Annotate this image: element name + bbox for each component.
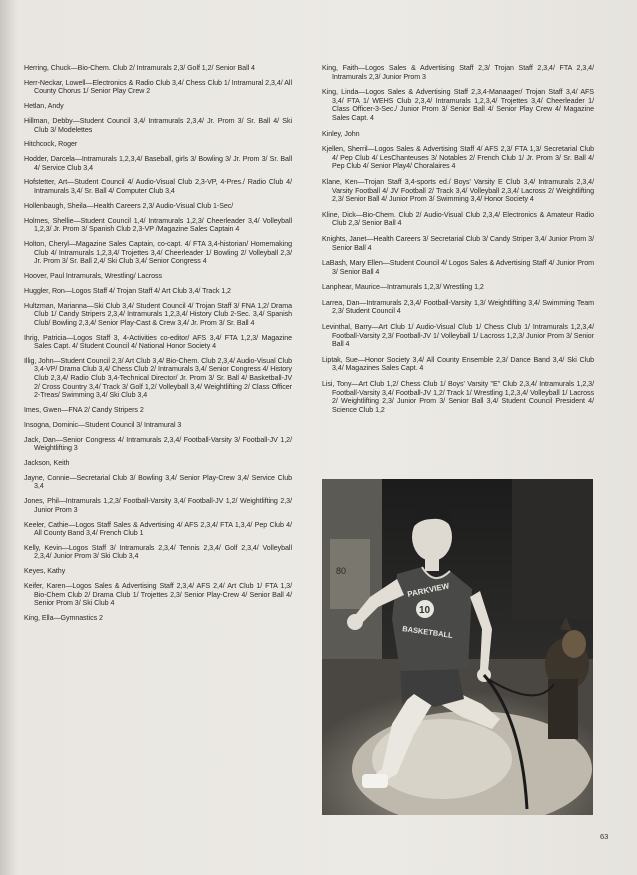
- basketball-player-photo: [322, 479, 593, 815]
- student-entry: Klane, Ken—Trojan Staff 3,4-sports ed./ Boys' Varsity E Club 3,4/ Intramurals 2,3,4/ Varsity Football 4/ JV Football 2/ Track 3,4/ Volleyball 2,3,4/ Lacross 2/ Weightlifting 2,3/ Senior Ball 4/ Junior Prom 3/ Swimming 3,4/ Honor Society 4: [322, 177, 594, 204]
- student-entry: Levinthal, Barry—Art Club 1/ Audio-Visual Club 1/ Chess Club 1/ Intramurals 1,2,3,4/ Football-Varsity 2,3/ Football-JV 1/ Volleyball 1/ Lacross 1,2,3/ Junior Prom 3/ Senior Ball 4: [322, 323, 594, 349]
- page-number: 63: [600, 832, 609, 841]
- student-entry: Herr-Neckar, Lowell—Electronics & Radio Club 3,4/ Chess Club 1/ Intramural 2,3,4/ All County Chorus 1/ Senior Play Crew 2: [24, 78, 292, 96]
- student-entry: Hofstetter, Art—Student Council 4/ Audio-Visual Club 2,3-VP, 4-Pres./ Radio Club 4/ Intramurals 3,4/ Sr. Ball 4/ Computer Club 3,4: [24, 178, 292, 196]
- photo-illustration: [322, 479, 593, 815]
- student-entry: Hodder, Darcela—Intramurals 1,2,3,4/ Baseball, girls 3/ Bowling 3/ Jr. Prom 3/ Sr. Ball 4/ Service Club 3,4: [24, 155, 292, 172]
- jersey-team-word: BASKETBALL: [401, 624, 454, 641]
- sneaker-shape: [362, 774, 388, 788]
- student-entry: King, Faith—Logos Sales & Advertising Staff 2,3/ Trojan Staff 2,3,4/ FTA 2,3,4/ Intramurals 2,3/ Junior Prom 3: [322, 64, 594, 81]
- student-entry: Jack, Dan—Senior Congress 4/ Intramurals 2,3,4/ Football-Varsity 3/ Football-JV 1,2/ Weightlifting 3: [24, 435, 292, 453]
- student-entry: Jones, Phil—Intramurals 1,2,3/ Football-Varsity 3,4/ Football-JV 1,2/ Weightlifting 2,3/ Junior Prom 3: [24, 497, 292, 514]
- student-entry: Keyes, Kathy: [24, 567, 66, 576]
- student-entry: Holmes, Shellie—Student Council 1,4/ Intramurals 1,2,3/ Cheerleader 3,4/ Volleyball 1,2,3/ Jr. Prom 3/ Spanish Club 2,3-VP /Magazine Sales Captain 4: [24, 216, 292, 234]
- student-entry: Kelly, Kevin—Logos Staff 3/ Intramurals 2,3,4/ Tennis 2,3,4/ Golf 2,3,4/ Volleyball 2,3,4/ Junior Prom 3/ Ski Club 3,4: [24, 543, 292, 561]
- student-entry: King, Ella—Gymnastics 2: [24, 614, 103, 622]
- student-entry: Hetlan, Andy: [24, 102, 64, 111]
- jersey-school-name: PARKVIEW: [406, 581, 451, 599]
- student-entry: Jayne, Connie—Secretarial Club 3/ Bowling 3,4/ Senior Play-Crew 3,4/ Service Club 3,4: [24, 473, 292, 491]
- student-entry: King, Linda—Logos Sales & Advertising Staff 2,3,4-Manaager/ Trojan Staff 3,4/ AFS 3,4/ FTA 1/ WEHS Club 2,3,4/ Intramurals 1,2,3,4/ Trojettes 3,4/ Cheerleader 1/ Class Officer-3-Sec./ Junior Prom 3/ Senior Ball 4/ Senior Play Crew 4/ Magazine Sales Capt. 4: [322, 88, 594, 122]
- senior-directory-left-column: [24, 64, 292, 629]
- student-entry: Lisi, Tony—Art Club 1,2/ Chess Club 1/ Boys' Varsity "E" Club 2,3,4/ Intramurals 1,2,3/ Football-Varsity 3,4/ Football-JV 1,2/ Track 1/ Wrestling 1,2,3,4/ Volleyball 1/ Lacross 2/ Weightlifting 2,3/ Junior Prom 3/ Senior Ball 3,4/ Student Council President 4/ Science Club 1,2: [322, 380, 594, 414]
- student-entry: Knights, Janet—Health Careers 3/ Secretarial Club 3/ Candy Striper 3,4/ Junior Prom 3/ Senior Ball 4: [322, 234, 594, 252]
- student-entry: Holton, Cheryl—Magazine Sales Captain, co-capt. 4/ FTA 3,4-historian/ Homemaking Club 4/ Intramurals 1,2,3,4/ Trojettes 3,4/ Cheerleader 1/ Bowling 2/ Volleyball 2,3/ Jr. Prom 3/ Sr. Ball 2,4/ Ski Club 3,4/ Senior Congress 4: [24, 240, 292, 266]
- student-entry: Liptak, Sue—Honor Society 3,4/ All County Ensemble 2,3/ Dance Band 3,4/ Ski Club 3,4/ Magazines Sales Capt. 4: [322, 355, 594, 373]
- student-entry: Illig, John—Student Council 2,3/ Art Club 3,4/ Bio-Chem. Club 2,3,4/ Audio-Visual Club 3,4-VP/ Drama Club 3,4/ Chess Club 2/ Intramurals 3,4/ Senior Congress 4/ History Club 2,3,4/ Radio Club 3,4-Technical Director/ Jr. Prom 3/ Sr. Ball 4/ Basketball-JV 2/ Cross Country 3,4/ Track 3/ Golf 1,2/ Volleyball 3,4/ Weightlifting 2/ Class Officer 2-Treas/ Swimming 3,4/ Ski Club 3,4: [24, 356, 292, 400]
- student-entry: Larrea, Dan—Intramurals 2,3,4/ Football-Varsity 1,3/ Weightlifting 3,4/ Swimming Team 2,3/ Student Council 4: [322, 298, 594, 316]
- jersey-number: 10: [419, 605, 431, 616]
- student-entry: Imes, Gwen—FNA 2/ Candy Stripers 2: [24, 406, 144, 415]
- student-entry: Insogna, Dominic—Student Council 3/ Intramural 3: [24, 420, 182, 429]
- student-entry: Huggler, Ron—Logos Staff 4/ Trojan Staff 4/ Art Club 3,4/ Track 1,2: [24, 286, 231, 295]
- student-entry: Hillman, Debby—Student Council 3,4/ Intramurals 2,3,4/ Jr. Prom 3/ Sr. Ball 4/ Ski Club 3/ Modelettes: [24, 116, 292, 134]
- wall-mark: 80: [336, 566, 347, 576]
- student-entry: Kjellen, Sherril—Logos Sales & Advertising Staff 4/ AFS 2,3/ FTA 1,3/ Secretarial Club 4/ Pep Club 4/ LesChanteuses 3/ Notables 2/ French Club 1/ Jr. Prom 3/ Sr. Ball 4/ Pep Club 4/ Senior Play4/ Choralaires 4: [322, 145, 594, 171]
- senior-directory-right-column: [322, 64, 594, 421]
- student-entry: Jackson, Keith: [24, 458, 70, 467]
- student-entry: Kline, Dick—Bio-Chem. Club 2/ Audio-Visual Club 2,3,4/ Electronics & Amateur Radio Club 2,3/ Senior Ball 4: [322, 210, 594, 228]
- student-entry: Hitchcock, Roger: [24, 140, 78, 149]
- student-entry: Herring, Chuck—Bio-Chem. Club 2/ Intramurals 2,3/ Golf 1,2/ Senior Ball 4: [24, 64, 255, 72]
- student-entry: Keeler, Cathie—Logos Staff Sales & Advertising 4/ AFS 2,3,4/ FTA 1,3,4/ Pep Club 4/ All County Band 3,4/ French Club 1: [24, 520, 292, 538]
- student-entry: LaBash, Mary Ellen—Student Council 4/ Logos Sales & Advertising Staff 4/ Junior Prom 3/ Senior Ball 4: [322, 259, 594, 276]
- student-entry: Kinley, John: [322, 129, 360, 138]
- student-entry: Keifer, Karen—Logos Sales & Advertising Staff 2,3,4/ AFS 2,4/ Art Club 1/ FTA 1,3/ Bio-Chem Club 2/ Drama Club 1/ Trojettes 2,3/ Senior Play-Crew 4/ Senior Ball 4/ Senior Prom 3/ Ski Club 4: [24, 582, 292, 608]
- student-entry: Hoover, Paul Intramurals, Wrestling/ Lacross: [24, 271, 163, 280]
- student-entry: Lanphear, Maurice—Intramurals 1,2,3/ Wrestling 1,2: [322, 283, 484, 292]
- student-entry: Hollenbaugh, Sheila—Health Careers 2,3/ Audio-Visual Club 1-Sec/: [24, 201, 234, 210]
- student-entry: Ihrig, Patricia—Logos Staff 3, 4-Activities co-editor/ AFS 3,4/ FTA 1,2,3/ Magazine Sales Capt. 4/ Student Council 4/ National Honor Society 4: [24, 333, 292, 351]
- student-entry: Hultzman, Marianna—Ski Club 3,4/ Student Council 4/ Trojan Staff 3/ FNA 1,2/ Drama Club 1/ Candy Stripers 2,3,4/ Intramurals 1,2,3,4/ History Club 2-Sec. 3,4/ Spanish Club/ Bowling 2,3,4/ Senior Play-Cast & Crew 3,4/ Jr. Prom 3/ Sr. Ball 4: [24, 301, 292, 327]
